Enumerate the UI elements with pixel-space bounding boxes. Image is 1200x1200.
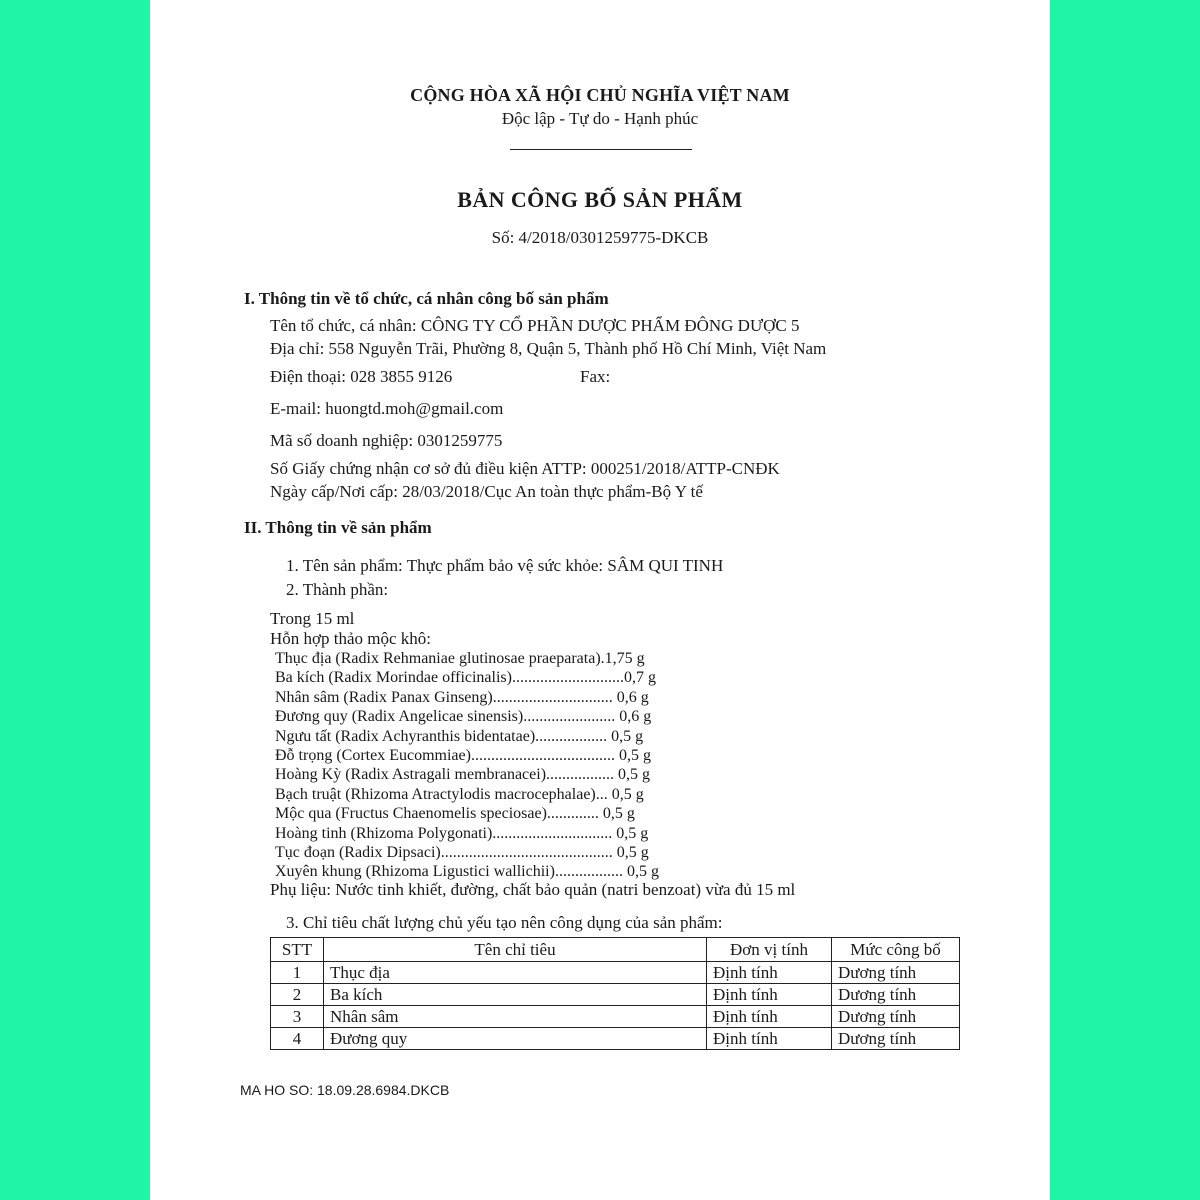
quality-criteria-table: [270, 937, 960, 1050]
table-header-row: [271, 938, 960, 962]
header-divider: [510, 149, 692, 150]
column-header-unit: Đơn vị tính: [707, 938, 832, 962]
row-stt: 3: [271, 1006, 324, 1028]
section-1-heading: I. Thông tin về tổ chức, cá nhân công bố sản phẩm: [244, 289, 609, 308]
nation-header: CỘNG HÒA XÃ HỘI CHỦ NGHĨA VIỆT NAM: [410, 85, 790, 105]
row-criteria: Nhân sâm: [324, 1006, 707, 1028]
row-declared-level: Dương tính: [832, 1028, 960, 1050]
row-declared-level: Dương tính: [832, 1006, 960, 1028]
excipients: Phụ liệu: Nước tinh khiết, đường, chất bảo quản (natri benzoat) vừa đủ 15 ml: [270, 880, 796, 899]
certificate-issue: Ngày cấp/Nơi cấp: 28/03/2018/Cục An toàn thực phẩm-Bộ Y tế: [270, 482, 703, 501]
table-row: [271, 1028, 960, 1050]
column-header-criteria: Tên chỉ tiêu: [324, 938, 707, 962]
row-criteria: Ba kích: [324, 984, 707, 1006]
row-criteria: Đương quy: [324, 1028, 707, 1050]
ingredient-item: Xuyên khung (Rhizoma Ligustici wallichii)................. 0,5 g: [275, 863, 659, 881]
table-row: [271, 1006, 960, 1028]
org-email: E-mail: huongtd.moh@gmail.com: [270, 399, 504, 418]
row-stt: 1: [271, 962, 324, 984]
ingredient-item: Hoàng Kỳ (Radix Astragali membranacei)................. 0,5 g: [275, 766, 651, 784]
table-row: [271, 962, 960, 984]
row-declared-level: Dương tính: [832, 984, 960, 1006]
serving-size: Trong 15 ml: [270, 609, 355, 628]
row-unit: Định tính: [707, 962, 832, 984]
ingredient-item: Tục đoạn (Radix Dipsaci)........................................... 0,5 g: [275, 844, 649, 862]
business-code: Mã số doanh nghiệp: 0301259775: [270, 431, 503, 450]
motto: Độc lập - Tự do - Hạnh phúc: [501, 109, 699, 128]
ingredient-item: Thục địa (Radix Rehmaniae glutinosae praeparata).1,75 g: [275, 650, 645, 667]
document-title: BẢN CÔNG BỐ SẢN PHẨM: [457, 187, 743, 212]
quality-criteria-label: 3. Chỉ tiêu chất lượng chủ yếu tạo nên công dụng của sản phẩm:: [286, 913, 723, 932]
dossier-code: MA HO SO: 18.09.28.6984.DKCB: [240, 1082, 450, 1098]
food-safety-certificate: Số Giấy chứng nhận cơ sở đủ điều kiện ATTP: 000251/2018/ATTP-CNĐK: [270, 459, 780, 478]
ingredient-item: Hoàng tinh (Rhizoma Polygonati).............................. 0,5 g: [275, 824, 649, 842]
row-declared-level: Dương tính: [832, 962, 960, 984]
row-criteria: Thục địa: [324, 962, 707, 984]
herb-mix-label: Hỗn hợp thảo mộc khô:: [270, 629, 432, 648]
row-stt: 2: [271, 984, 324, 1006]
product-name: 1. Tên sản phẩm: Thực phẩm bảo vệ sức khỏe: SÂM QUI TINH: [286, 556, 724, 575]
ingredient-item: Ba kích (Radix Morindae officinalis)............................0,7 g: [275, 669, 656, 687]
section-2-heading: II. Thông tin về sản phẩm: [244, 518, 432, 537]
row-stt: 4: [271, 1028, 324, 1050]
ingredient-item: Bạch truật (Rhizoma Atractylodis macrocephalae)... 0,5 g: [275, 785, 644, 803]
row-unit: Định tính: [707, 984, 832, 1006]
row-unit: Định tính: [707, 1028, 832, 1050]
column-header-declared-level: Mức công bố: [832, 938, 960, 962]
table-row: [271, 984, 960, 1006]
document-number: Số: 4/2018/0301259775-DKCB: [491, 228, 709, 247]
column-header-stt: STT: [271, 938, 324, 962]
composition-label: 2. Thành phần:: [286, 580, 389, 599]
org-phone: Điện thoại: 028 3855 9126: [270, 367, 453, 386]
ingredient-item: Ngưu tất (Radix Achyranthis bidentatae).................. 0,5 g: [275, 727, 644, 745]
org-address: Địa chỉ: 558 Nguyễn Trãi, Phường 8, Quận 5, Thành phố Hồ Chí Minh, Việt Nam: [270, 339, 827, 358]
ingredient-item: Mộc qua (Fructus Chaenomelis speciosae)............. 0,5 g: [275, 805, 635, 823]
org-name: Tên tổ chức, cá nhân: CÔNG TY CỔ PHẦN DƯỢC PHẨM ĐÔNG DƯỢC 5: [270, 316, 800, 335]
document-page: [150, 0, 1050, 1200]
ingredient-item: Đương quy (Radix Angelicae sinensis)....................... 0,6 g: [275, 708, 652, 726]
ingredient-list: [275, 649, 659, 882]
ingredient-item: Nhân sâm (Radix Panax Ginseng).............................. 0,6 g: [275, 688, 649, 706]
row-unit: Định tính: [707, 1006, 832, 1028]
ingredient-item: Đỗ trọng (Cortex Eucommiae).................................... 0,5 g: [275, 747, 651, 765]
org-fax: Fax:: [580, 367, 611, 386]
